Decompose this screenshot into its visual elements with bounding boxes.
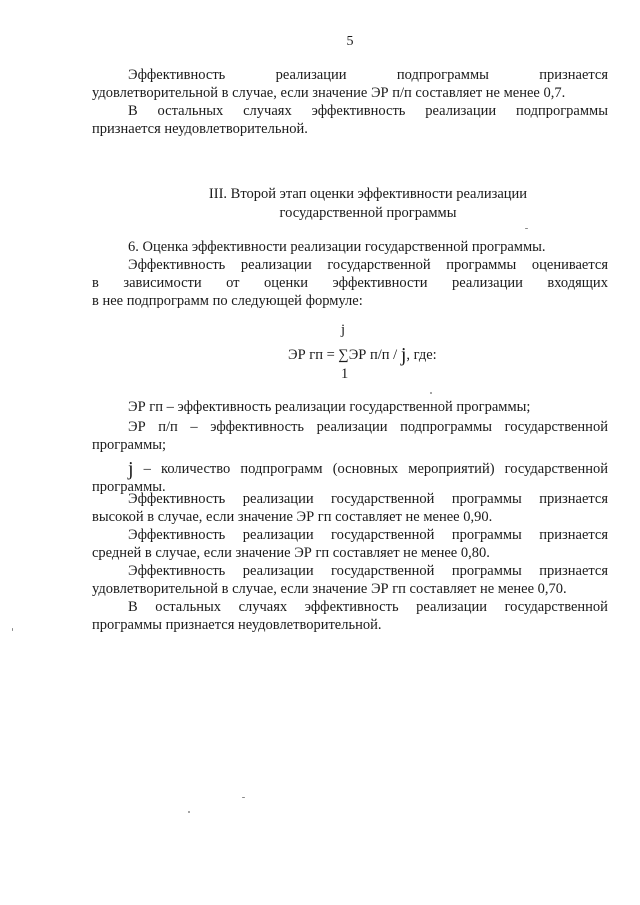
word: подпрограмм	[240, 461, 323, 477]
word: количество	[161, 461, 231, 477]
heading-line: III. Второй этап оценки эффективности реализации	[208, 186, 528, 202]
word: программы	[451, 563, 522, 579]
paragraph-subprogram-satisfactory	[92, 66, 608, 102]
word: признается	[539, 563, 608, 579]
word: государственной	[331, 491, 435, 507]
text-line: программы;	[92, 437, 167, 453]
justified-line	[92, 418, 608, 436]
word: признается	[539, 491, 608, 507]
justified-line	[92, 562, 608, 580]
formula	[288, 344, 437, 367]
scan-speck	[12, 628, 13, 631]
word: реализации	[416, 599, 488, 615]
formula-divisor: j	[400, 344, 407, 366]
word: эффективность	[311, 103, 406, 119]
word: –	[190, 419, 198, 435]
justified-line	[92, 490, 608, 508]
word: реализации	[240, 257, 312, 273]
word: реализации	[242, 527, 314, 543]
word: подпрограммы	[396, 67, 489, 83]
word: реализации	[275, 67, 347, 83]
word: признается	[539, 67, 608, 83]
justified-line	[92, 598, 608, 616]
word: мероприятий)	[408, 461, 495, 477]
word: государственной	[331, 563, 435, 579]
formula-lower-index: 1	[341, 366, 349, 382]
word: остальных	[155, 599, 221, 615]
page-number: 5	[346, 34, 354, 49]
word: государственной	[331, 527, 435, 543]
word: В	[128, 599, 138, 615]
word: государственной	[504, 461, 608, 477]
word: ЭР	[128, 419, 146, 435]
word: п/п	[158, 419, 178, 435]
formula-suffix: , где:	[406, 347, 437, 363]
word: реализации	[242, 491, 314, 507]
item-title: 6. Оценка эффективности реализации государственной программы.	[128, 239, 546, 255]
word: оценивается	[531, 257, 608, 273]
word: реализации	[451, 275, 523, 291]
word: j	[128, 458, 134, 480]
text-line: программы.	[92, 479, 166, 495]
scan-speck	[242, 797, 245, 798]
word: –	[143, 461, 151, 477]
definition-er-gp: ЭР гп – эффективность реализации государственной программы;	[128, 399, 531, 415]
word: эффективность	[304, 599, 399, 615]
text-line: признается неудовлетворительной.	[92, 121, 308, 137]
word: остальных	[157, 103, 224, 119]
word: В	[128, 103, 138, 119]
word: случаях	[243, 103, 292, 119]
word: государственной	[504, 599, 608, 615]
text-line: в нее подпрограмм по следующей формуле:	[92, 293, 363, 309]
word: реализации	[316, 419, 388, 435]
word: Эффективность	[128, 563, 226, 579]
formula-main: ЭР гп = ∑ЭР п/п /	[288, 347, 398, 363]
word: реализации	[425, 103, 497, 119]
justified-line	[92, 102, 608, 120]
justified-line	[92, 66, 608, 84]
section-heading	[128, 185, 608, 223]
word: в	[92, 275, 99, 291]
word: (основных	[332, 461, 399, 477]
scan-speck	[188, 811, 190, 813]
word: программы	[451, 527, 522, 543]
justified-line	[92, 256, 608, 274]
text-line: программы признается неудовлетворительной.	[92, 617, 382, 633]
paragraph-subprogram-unsatisfactory	[92, 102, 608, 138]
text-line: высокой в случае, если значение ЭР гп составляет не менее 0,90.	[92, 509, 493, 525]
scan-speck	[525, 228, 528, 229]
scan-speck	[430, 392, 432, 394]
word: государственной	[504, 419, 608, 435]
word: Эффективность	[128, 491, 226, 507]
text-line: удовлетворительной в случае, если значение ЭР гп составляет не менее 0,70.	[92, 581, 567, 597]
word: Эффективность	[128, 67, 226, 83]
item-6-evaluation	[92, 238, 608, 310]
word: случаях	[238, 599, 288, 615]
word: подпрограммы	[400, 419, 493, 435]
word: признается	[539, 527, 608, 543]
word: входящих	[547, 275, 608, 291]
justified-line	[92, 274, 608, 292]
justified-line	[92, 460, 608, 478]
text-line: удовлетворительной в случае, если значение ЭР п/п составляет не менее 0,7.	[92, 85, 566, 101]
word: эффективности	[332, 275, 428, 291]
word: подпрограммы	[516, 103, 608, 119]
word: государственной	[327, 257, 431, 273]
word: Эффективность	[128, 527, 226, 543]
ratings	[92, 490, 608, 634]
word: Эффективность	[128, 257, 226, 273]
word: реализации	[242, 563, 314, 579]
word: от	[226, 275, 240, 291]
formula-upper-index: j	[341, 322, 346, 338]
justified-line	[92, 526, 608, 544]
word: программы	[446, 257, 517, 273]
word: программы	[451, 491, 522, 507]
word: эффективность	[210, 419, 305, 435]
word: оценки	[264, 275, 309, 291]
text-line: средней в случае, если значение ЭР гп составляет не менее 0,80.	[92, 545, 490, 561]
word: зависимости	[123, 275, 202, 291]
heading-line: государственной программы	[279, 205, 457, 221]
definitions	[92, 398, 608, 496]
